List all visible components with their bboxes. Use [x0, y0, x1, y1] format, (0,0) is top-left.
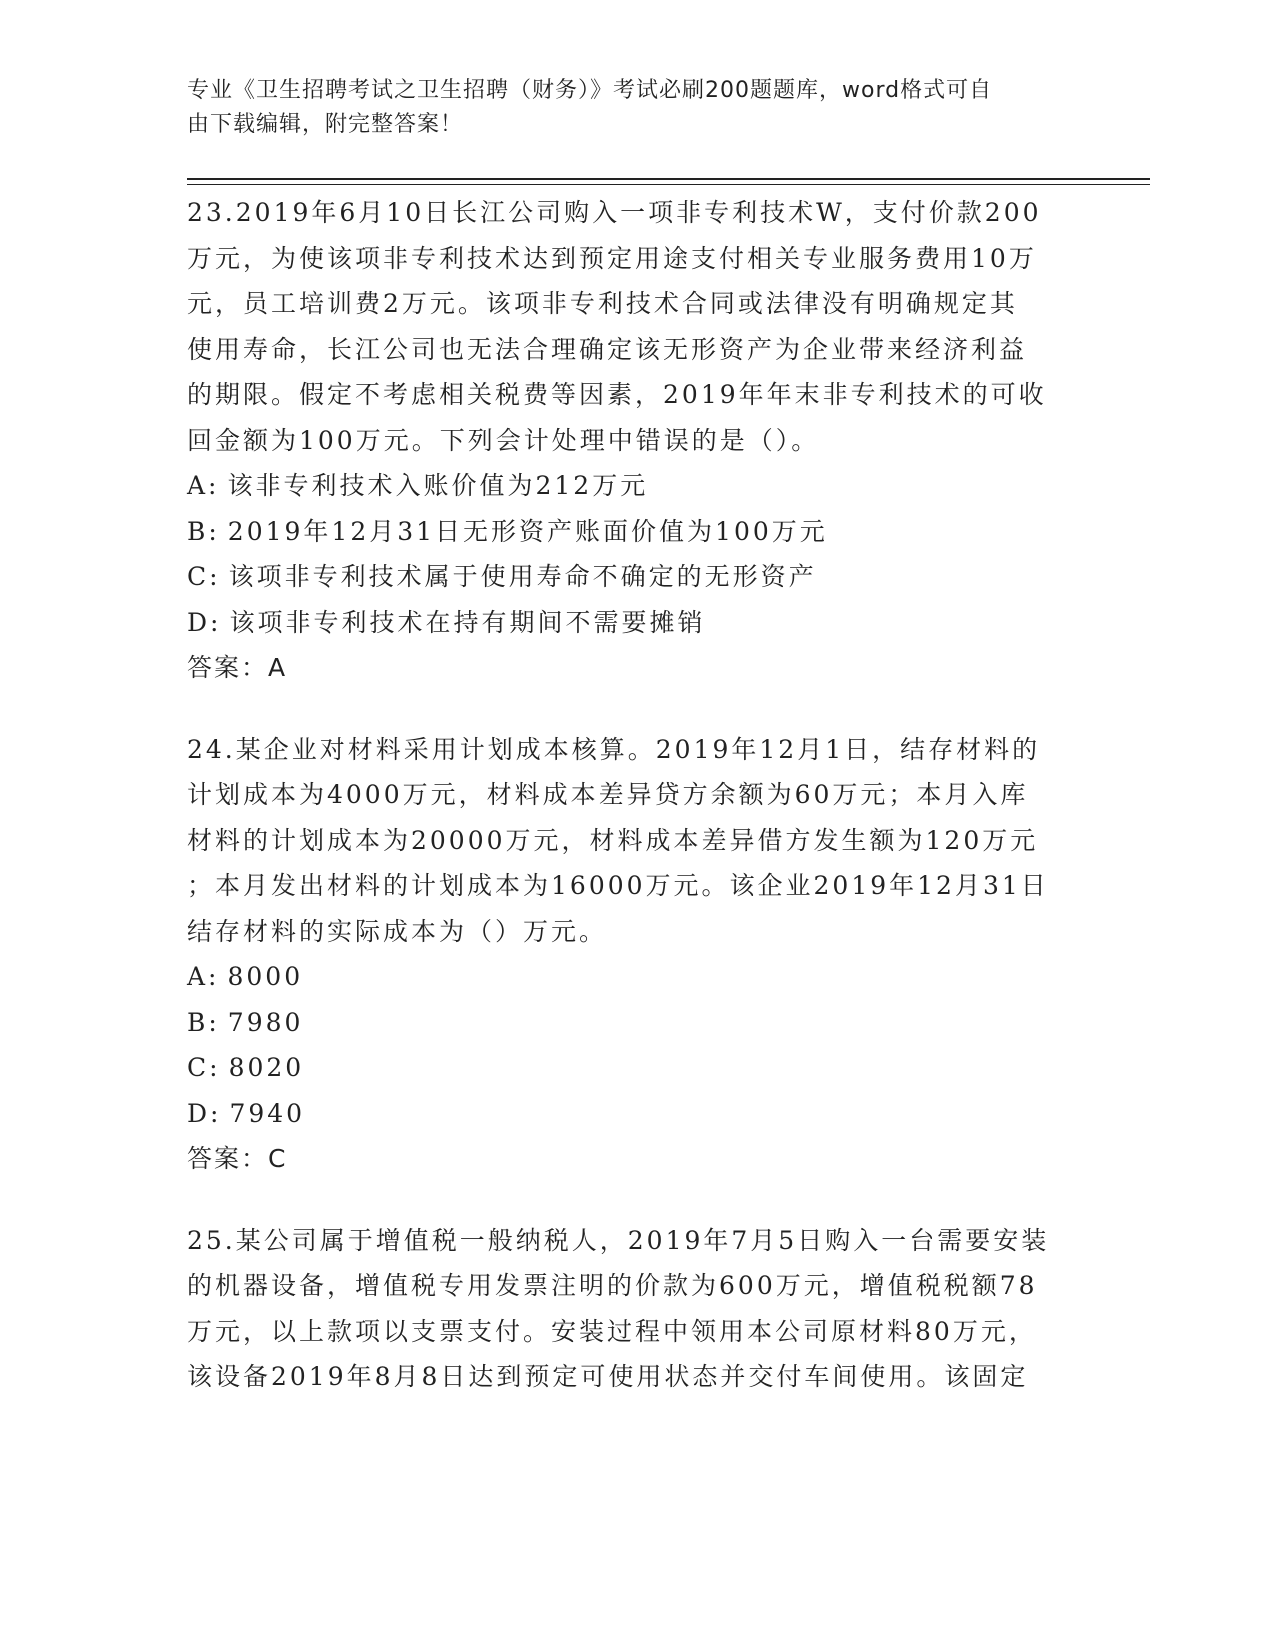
stem-line: 24.某企业对材料采用计划成本核算。2019年12月1日，结存材料的: [187, 734, 1041, 764]
header-rule-thin: [187, 184, 1150, 185]
option-d: [187, 1091, 1087, 1137]
question-stem: [187, 190, 1087, 463]
header-line-2: 由下载编辑，附完整答案！: [187, 112, 464, 137]
question-23: [187, 190, 1087, 691]
question-list: [187, 190, 1087, 1436]
option-text: 7940: [229, 1098, 306, 1128]
stem-line: 回金额为100万元。下列会计处理中错误的是（）。: [187, 425, 820, 455]
stem-line: 该设备2019年8月8日达到预定可使用状态并交付车间使用。该固定: [187, 1362, 1029, 1391]
option-key: B:: [187, 1007, 220, 1037]
stem-line: 23.2019年6月10日长江公司购入一项非专利技术W，支付价款200: [187, 198, 1042, 227]
option-a: [187, 954, 1087, 1000]
stem-line: 元，员工培训费2万元。该项非专利技术合同或法律没有明确规定其: [187, 289, 1018, 318]
question-24: [187, 727, 1087, 1182]
option-text: 8000: [227, 962, 304, 991]
option-key: B:: [187, 516, 220, 546]
question-25: [187, 1218, 1087, 1400]
stem-line: 的机器设备，增值税专用发票注明的价款为600万元，增值税税额78: [187, 1271, 1038, 1300]
option-key: A:: [187, 471, 220, 500]
option-text: 8020: [228, 1053, 305, 1082]
option-key: D:: [187, 607, 222, 637]
option-b: [187, 1000, 1087, 1046]
stem-line: 25.某公司属于增值税一般纳税人，2019年7月5日购入一台需要安装: [187, 1225, 1050, 1255]
option-d: [187, 600, 1087, 646]
question-stem: [187, 1218, 1087, 1400]
option-text: 该项非专利技术在持有期间不需要摊销: [229, 607, 706, 637]
stem-line: 万元，为使该项非专利技术达到预定用途支付相关专业服务费用10万: [187, 243, 1037, 273]
header-rule-thick: [187, 178, 1150, 180]
document-header: [187, 74, 1067, 142]
option-c: [187, 554, 1087, 600]
option-a: [187, 463, 1087, 509]
stem-line: 万元，以上款项以支票支付。安装过程中领用本公司原材料80万元，: [187, 1316, 1037, 1346]
option-b: [187, 509, 1087, 555]
option-text: 该项非专利技术属于使用寿命不确定的无形资产: [228, 562, 817, 591]
answer-line: 答案：C: [187, 1144, 288, 1173]
option-key: C:: [187, 1053, 221, 1082]
option-key: A:: [187, 962, 220, 991]
option-text: 2019年12月31日无形资产账面价值为100万元: [227, 516, 828, 546]
option-text: 7980: [227, 1007, 304, 1037]
option-key: D:: [187, 1098, 222, 1128]
option-text: 该非专利技术入账价值为212万元: [227, 471, 649, 500]
stem-line: 的期限。假定不考虑相关税费等因素，2019年年末非专利技术的可收: [187, 380, 1047, 409]
question-stem: [187, 727, 1087, 955]
option-key: C:: [187, 562, 221, 591]
stem-line: 计划成本为4000万元，材料成本差异贷方余额为60万元；本月入库: [187, 780, 1029, 809]
stem-line: 结存材料的实际成本为（）万元。: [187, 916, 608, 946]
header-line-1: 专业《卫生招聘考试之卫生招聘（财务）》考试必刷200题题库，word格式可自: [187, 78, 993, 103]
stem-line: 使用寿命，长江公司也无法合理确定该无形资产为企业带来经济利益: [187, 334, 1028, 364]
option-c: [187, 1045, 1087, 1091]
stem-line: 材料的计划成本为20000万元，材料成本差异借方发生额为120万元: [187, 825, 1039, 855]
stem-line: ；本月发出材料的计划成本为16000万元。该企业2019年12月31日: [187, 871, 1049, 900]
answer-line: 答案：A: [187, 653, 288, 682]
